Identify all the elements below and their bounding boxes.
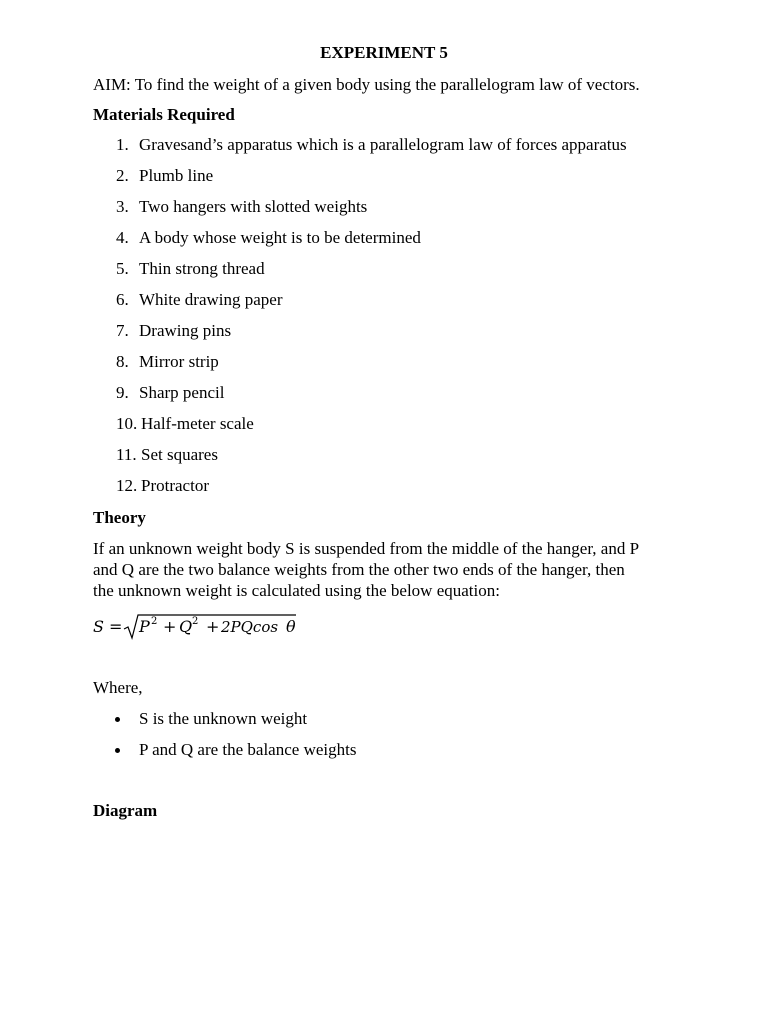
- theory-line: If an unknown weight body S is suspended from the middle of the hanger, and P: [93, 539, 640, 558]
- materials-heading: Materials Required: [93, 105, 235, 124]
- equation-exp-q: 2: [192, 616, 199, 627]
- list-number: 12.: [116, 476, 138, 495]
- list-text: Two hangers with slotted weights: [139, 197, 368, 216]
- equation-term-2pqcos: 2PQcos: [221, 618, 279, 636]
- list-number: 10.: [116, 414, 138, 433]
- list-text: Drawing pins: [139, 321, 232, 340]
- list-text: Sharp pencil: [139, 383, 225, 402]
- list-number: 4.: [116, 228, 129, 247]
- equation-plus-1: +: [163, 617, 177, 636]
- aim-statement: AIM: To find the weight of a given body using the parallelogram law of vectors.: [93, 75, 640, 94]
- list-number: 9.: [116, 383, 129, 402]
- weight-equation: [93, 612, 313, 642]
- list-text: Set squares: [141, 445, 218, 464]
- theory-line: and Q are the two balance weights from the other two ends of the hanger, then: [93, 560, 625, 579]
- equation-lhs: S: [93, 617, 104, 636]
- list-number: 5.: [116, 259, 129, 278]
- list-text: Gravesand’s apparatus which is a parallelogram law of forces apparatus: [139, 135, 627, 154]
- list-text: Protractor: [141, 476, 209, 495]
- equation-graphic: [93, 612, 313, 642]
- equation-theta: θ: [286, 617, 296, 636]
- equation-term-p: P: [139, 617, 150, 636]
- list-text: A body whose weight is to be determined: [139, 228, 421, 247]
- list-number: 3.: [116, 197, 129, 216]
- list-number: 8.: [116, 352, 129, 371]
- equation-plus-2: +: [206, 617, 220, 636]
- definition-text: P and Q are the balance weights: [139, 740, 357, 759]
- list-text: Mirror strip: [139, 352, 219, 371]
- list-text: Half-meter scale: [141, 414, 254, 433]
- list-number: 6.: [116, 290, 129, 309]
- theory-heading: Theory: [93, 508, 146, 527]
- list-number: 1.: [116, 135, 129, 154]
- theory-line: the unknown weight is calculated using the below equation:: [93, 581, 500, 600]
- page-title: EXPERIMENT 5: [320, 43, 448, 62]
- bullet-icon: [115, 717, 120, 722]
- equation-equals: =: [109, 617, 123, 636]
- list-text: Thin strong thread: [139, 259, 265, 278]
- list-number: 7.: [116, 321, 129, 340]
- list-number: 2.: [116, 166, 129, 185]
- equation-exp-p: 2: [151, 616, 158, 627]
- where-label: Where,: [93, 678, 143, 697]
- list-number: 11.: [116, 445, 137, 464]
- list-text: Plumb line: [139, 166, 214, 185]
- bullet-icon: [115, 748, 120, 753]
- theory-paragraph: [93, 538, 673, 601]
- definition-text: S is the unknown weight: [139, 709, 308, 728]
- list-text: White drawing paper: [139, 290, 283, 309]
- diagram-heading: Diagram: [93, 801, 158, 820]
- equation-term-q: Q: [179, 617, 193, 636]
